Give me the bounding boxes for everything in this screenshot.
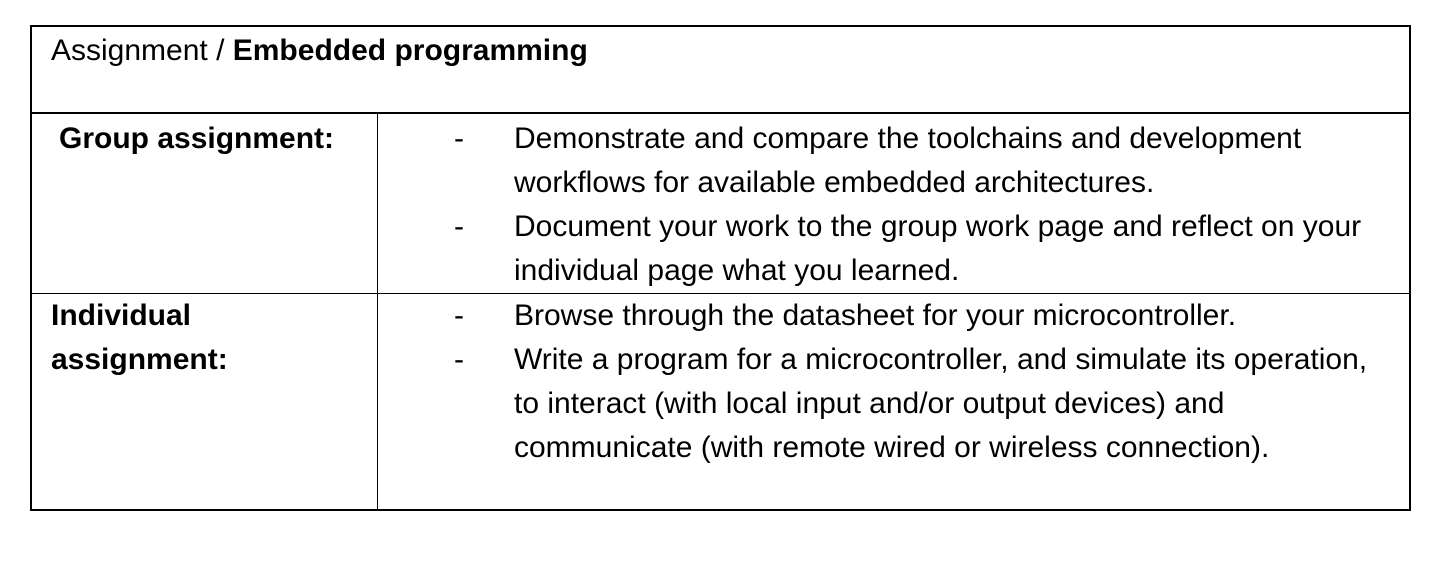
- group-assignment-content-cell: [378, 114, 1409, 293]
- group-assignment-label: Group assignment:: [59, 122, 335, 155]
- group-assignment-label-cell: [32, 114, 378, 293]
- list-item-text: Demonstrate and compare the toolchains and development workflows for available embedded architectures.: [514, 122, 1302, 199]
- individual-assignment-label-cell: [32, 294, 378, 511]
- list-item: [378, 294, 1409, 338]
- list-item: [378, 117, 1409, 205]
- bullet-dash: -: [454, 299, 464, 332]
- individual-assignment-list: [378, 294, 1409, 470]
- bullet-dash: -: [454, 343, 464, 376]
- list-item-text: Browse through the datasheet for your microcontroller.: [514, 299, 1237, 332]
- list-item-text: Document your work to the group work page and reflect on your individual page what you learned.: [514, 210, 1362, 287]
- individual-assignment-label: Individual assignment:: [51, 299, 228, 376]
- title-row: [32, 27, 1409, 114]
- group-assignment-list: [378, 117, 1409, 293]
- bullet-dash: -: [454, 122, 464, 155]
- title-topic: Embedded programming: [232, 34, 588, 67]
- list-item-text: Write a program for a microcontroller, and simulate its operation, to interact (with local input and/or output devices) and communicate (with remote wired or wireless connection).: [514, 343, 1368, 464]
- assignment-table: [30, 25, 1411, 511]
- list-item: [378, 205, 1409, 293]
- individual-assignment-row: [32, 294, 1409, 511]
- title-prefix: Assignment /: [51, 34, 233, 67]
- list-item: [378, 338, 1409, 470]
- bullet-dash: -: [454, 210, 464, 243]
- group-assignment-row: [32, 114, 1409, 294]
- individual-assignment-content-cell: [378, 294, 1409, 511]
- page-title: [51, 33, 588, 69]
